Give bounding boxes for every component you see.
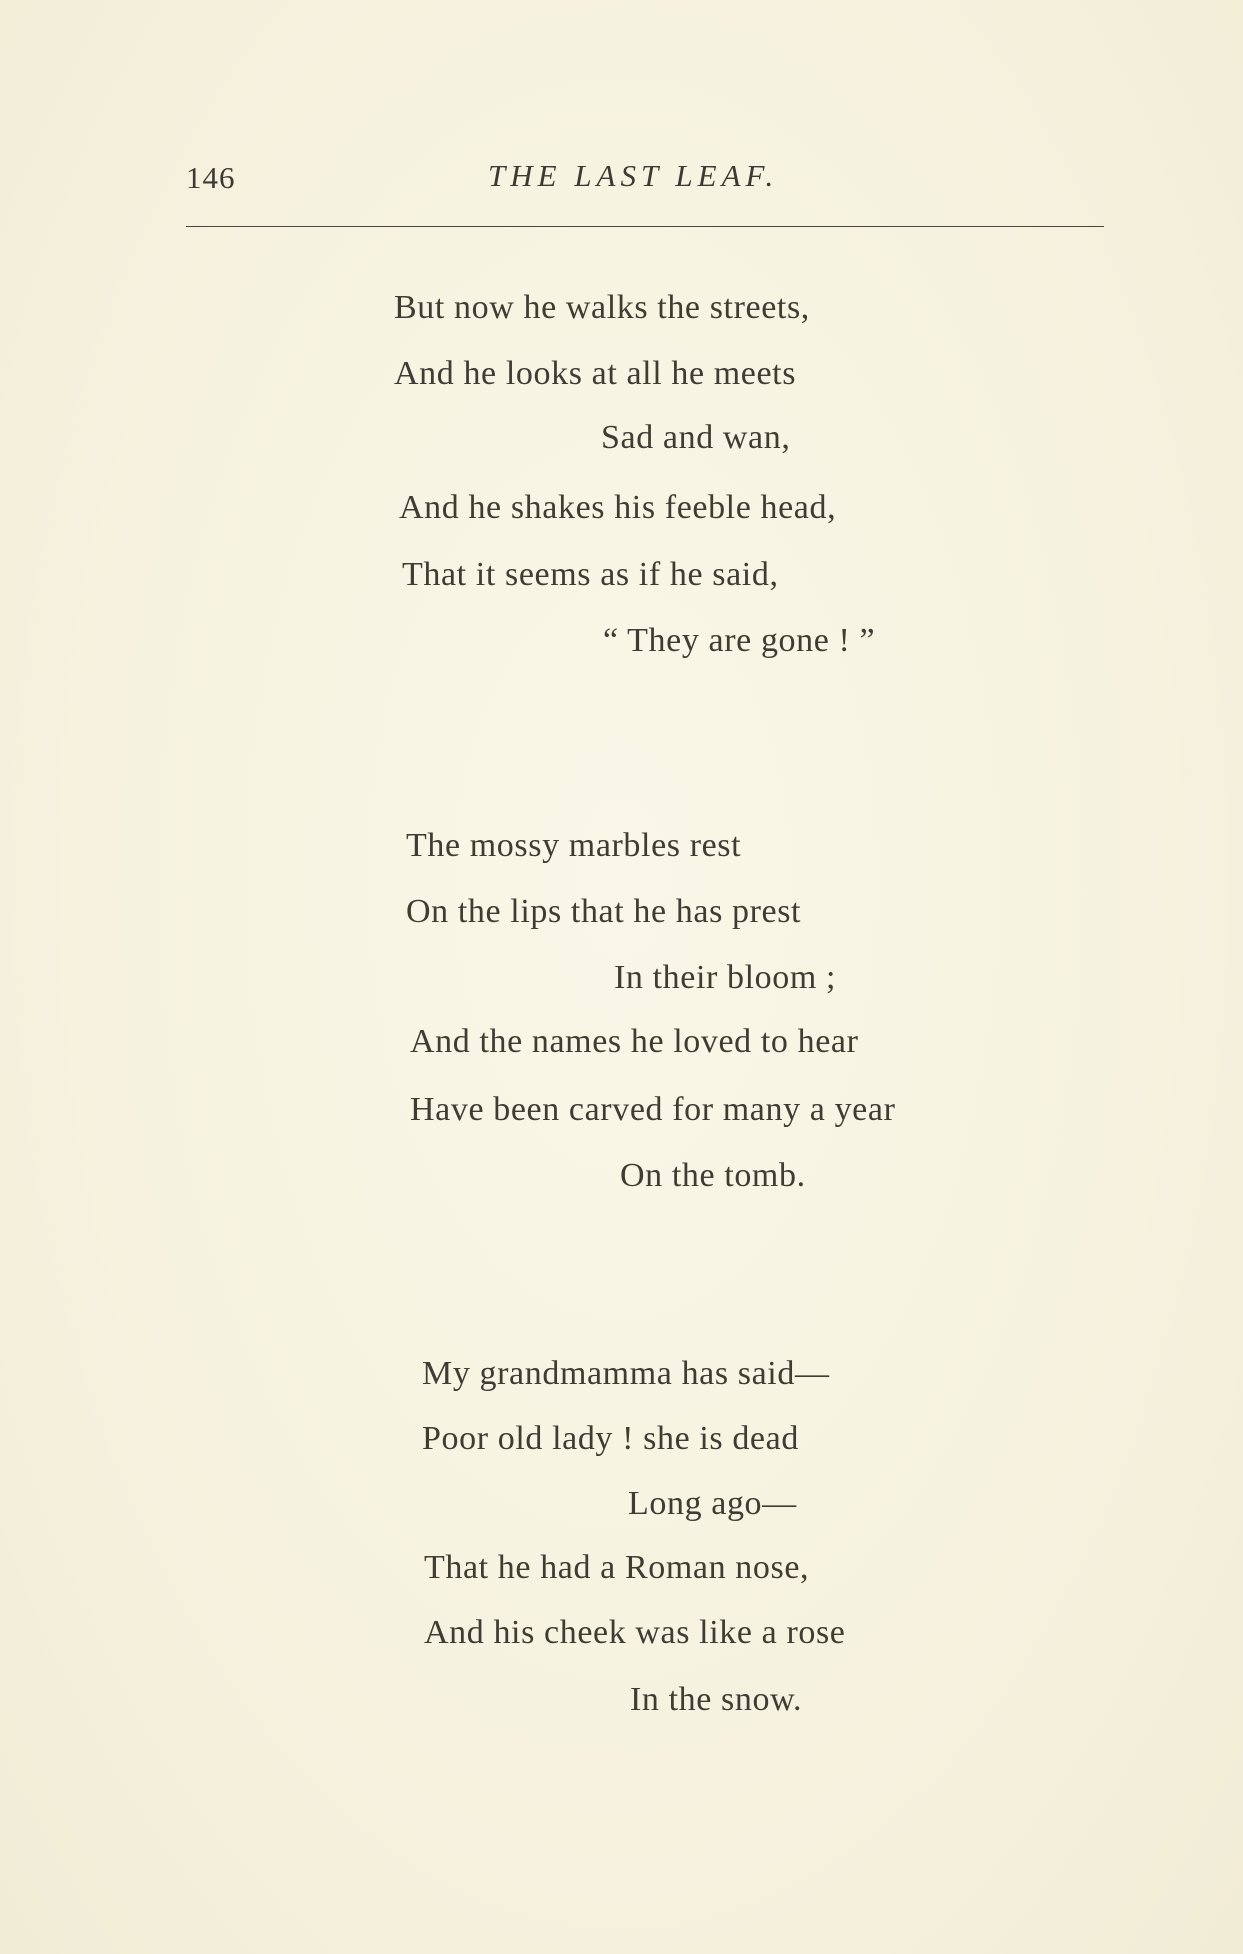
verse-line: And he shakes his feeble head, [399, 489, 837, 526]
header-rule [186, 226, 1104, 227]
verse-line: On the tomb. [620, 1157, 806, 1194]
running-title: THE LAST LEAF. [488, 158, 779, 193]
verse-line: And the names he loved to hear [410, 1023, 859, 1060]
page-number: 146 [186, 160, 236, 195]
verse-line: Sad and wan, [601, 419, 791, 456]
verse-line: My grandmamma has said— [422, 1355, 830, 1392]
verse-line: In the snow. [630, 1681, 803, 1718]
verse-line: On the lips that he has prest [406, 893, 802, 930]
verse-line: That he had a Roman nose, [424, 1549, 810, 1586]
verse-line: “ They are gone ! ” [603, 622, 876, 659]
verse-line: That it seems as if he said, [402, 556, 779, 593]
verse-line: In their bloom ; [614, 959, 837, 996]
verse-line: The mossy marbles rest [406, 827, 742, 864]
verse-line: Poor old lady ! she is dead [422, 1420, 799, 1457]
verse-line: And he looks at all he meets [394, 355, 797, 392]
verse-line: Have been carved for many a year [410, 1091, 896, 1128]
verse-line: And his cheek was like a rose [424, 1614, 846, 1651]
verse-line: But now he walks the streets, [394, 289, 810, 326]
verse-line: Long ago— [628, 1485, 797, 1522]
